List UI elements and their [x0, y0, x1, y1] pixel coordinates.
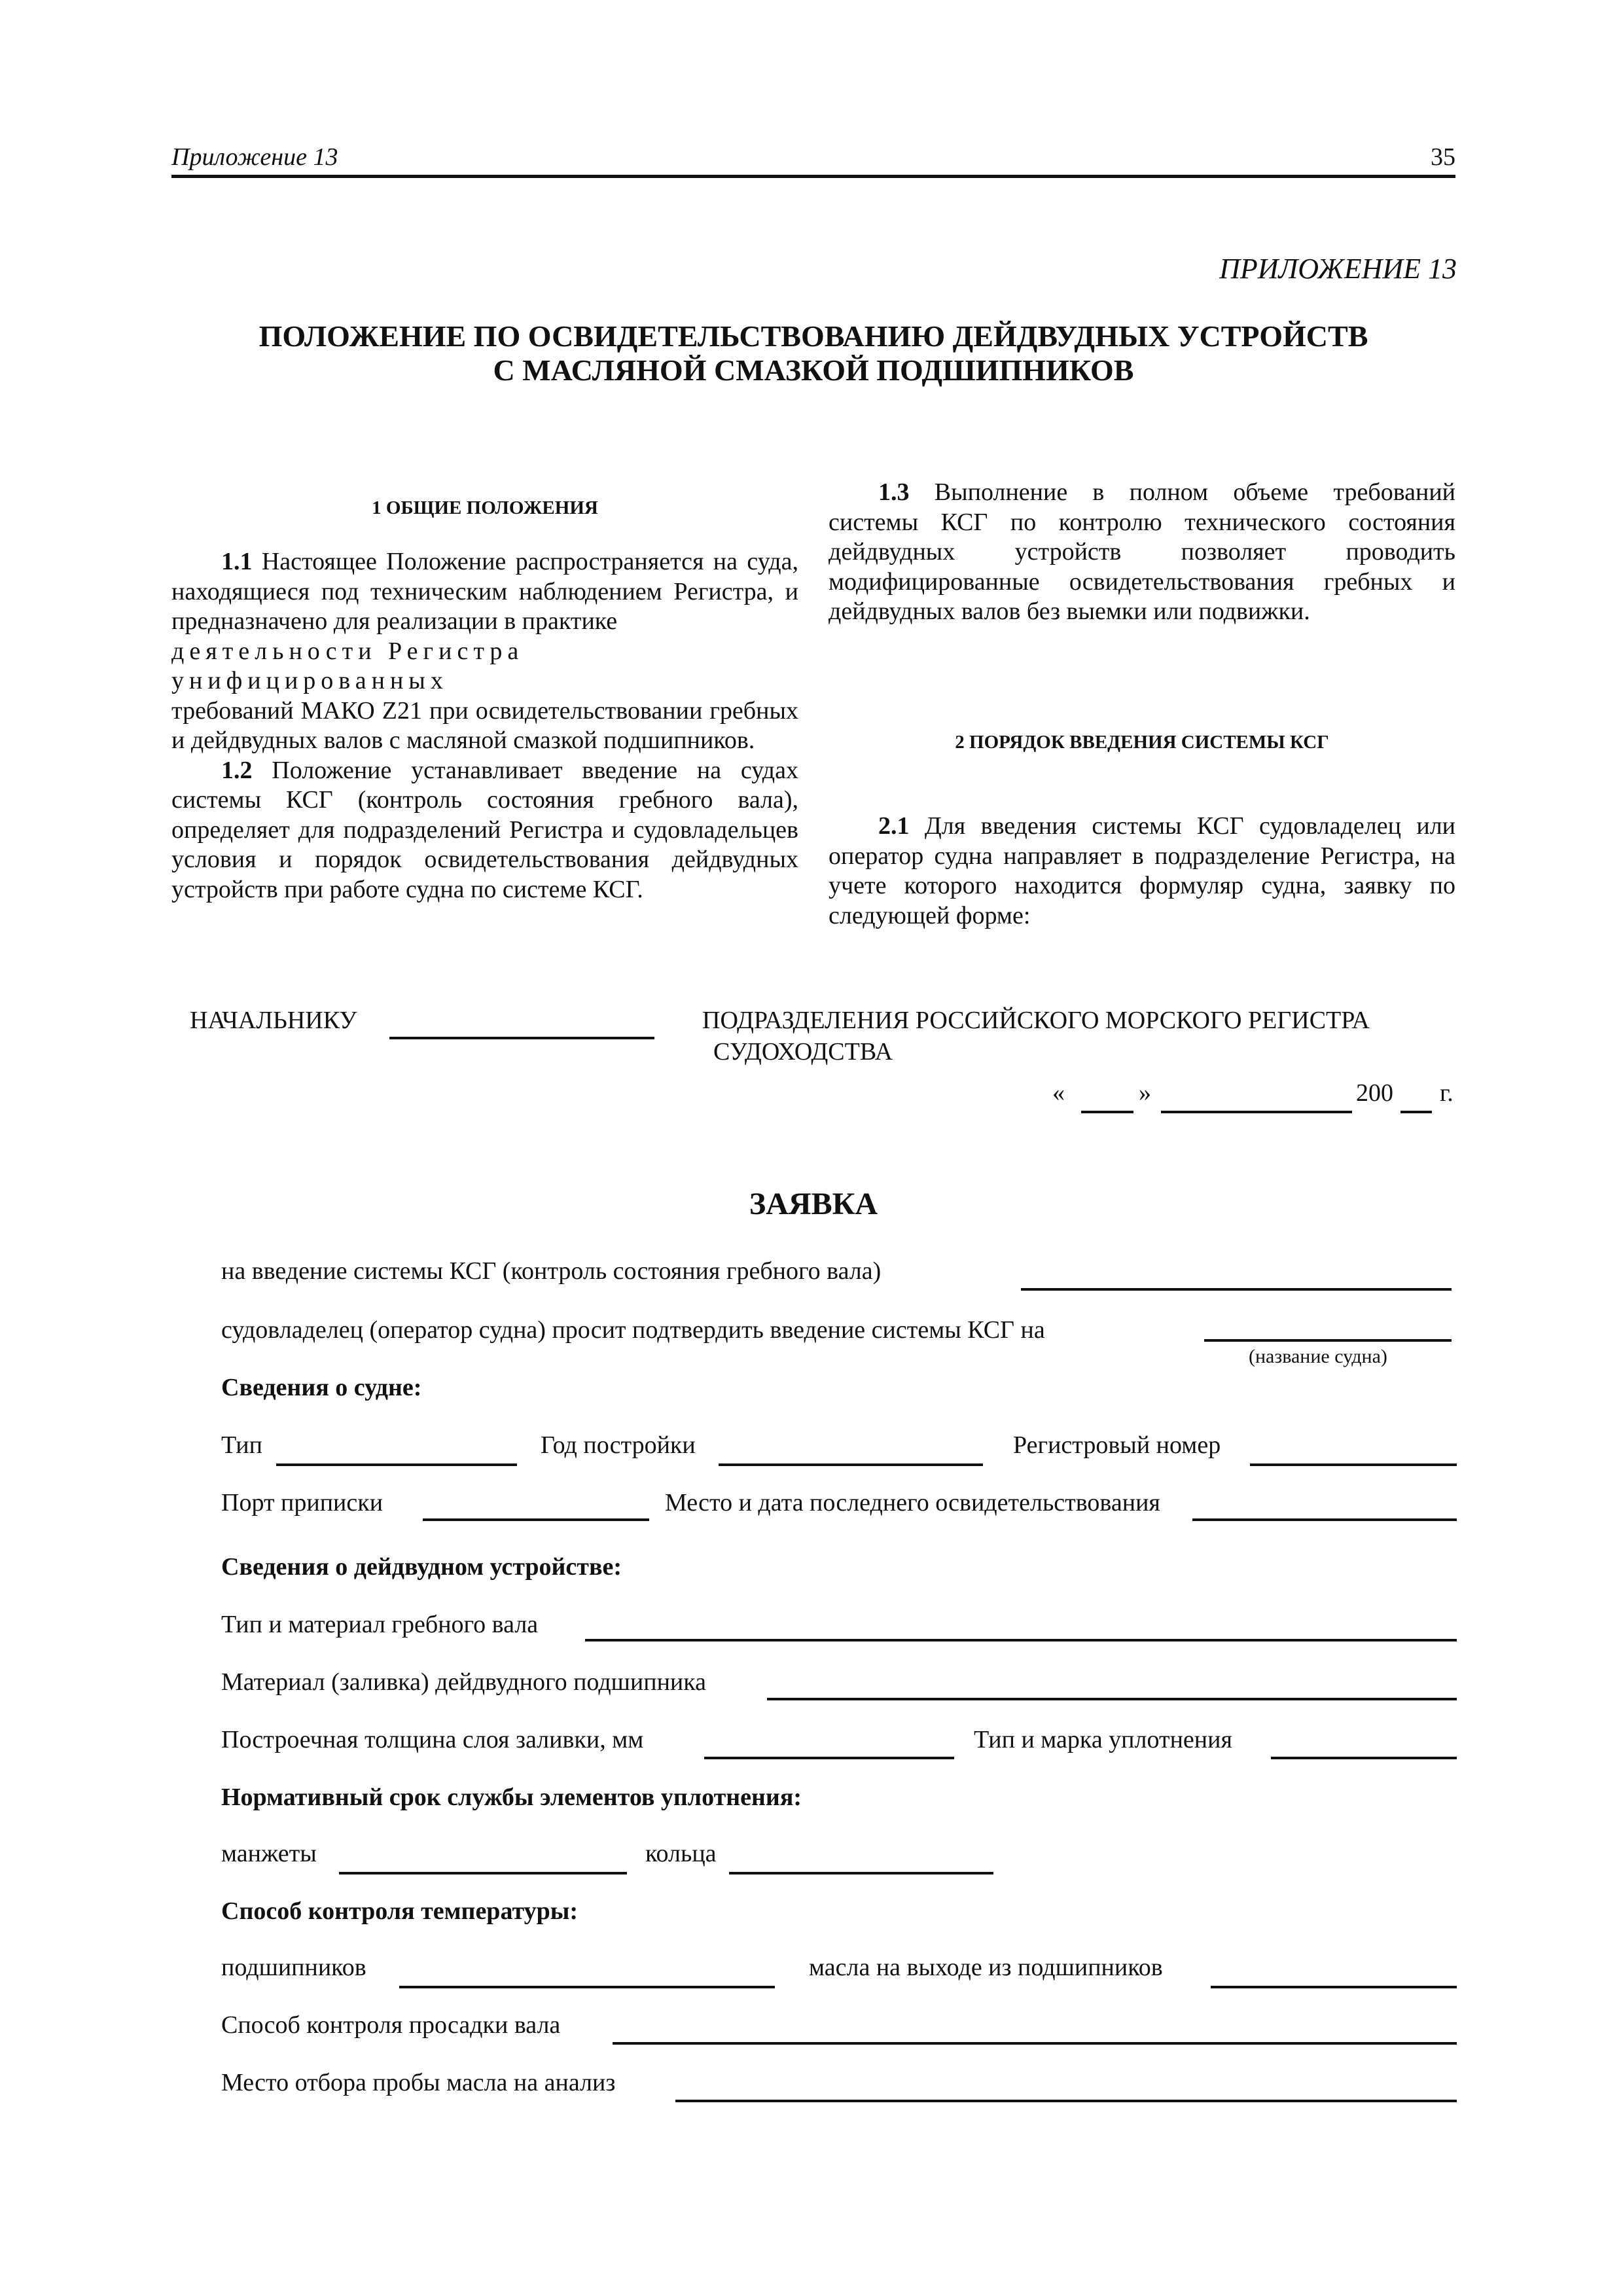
bearings-field[interactable]: [399, 1986, 775, 1988]
paragraph-1-1-text-a: Настоящее Положение распространяется на суда, находящиеся под техническим наблюдением Регистра, и предназначено для реализации в практике: [171, 548, 798, 635]
annex-label: ПРИЛОЖЕНИЕ 13: [1219, 253, 1457, 285]
document-title-line-1: ПОЛОЖЕНИЕ ПО ОСВИДЕТЕЛЬСТВОВАНИЮ ДЕЙДВУДНЫХ УСТРОЙСТВ: [259, 319, 1368, 353]
paragraph-1-1: [171, 547, 798, 637]
document-title: [171, 319, 1455, 387]
year-built-label: Год постройки: [541, 1431, 696, 1459]
date-year-field[interactable]: [1400, 1111, 1432, 1113]
page-number: 35: [1431, 143, 1455, 171]
shaft-type-label: Тип и материал гребного вала: [221, 1611, 539, 1638]
ship-name-caption: (название судна): [1249, 1346, 1387, 1367]
paragraph-1-2: [171, 756, 798, 905]
paragraph-1-3: [829, 478, 1455, 627]
header-rule: [171, 175, 1455, 178]
temp-control-heading: Способ контроля температуры:: [221, 1897, 579, 1925]
date-open-quote: «: [1052, 1079, 1065, 1107]
bearings-label: подшипников: [221, 1954, 366, 1981]
bearing-material-field[interactable]: [767, 1698, 1457, 1700]
oil-sample-label: Место отбора пробы масла на анализ: [221, 2069, 616, 2096]
left-column: [171, 547, 798, 905]
rings-label: кольца: [645, 1840, 717, 1867]
paragraph-2-1-number: 2.1: [878, 812, 910, 840]
paragraph-1-2-number: 1.2: [221, 756, 253, 784]
shaft-type-field[interactable]: [585, 1639, 1457, 1641]
year-prefix: 200: [1356, 1079, 1393, 1107]
intro-field[interactable]: [1021, 1288, 1452, 1291]
paragraph-1-1-spaced-line: деятельности Регистра унифицированных: [171, 637, 524, 694]
port-label: Порт приписки: [221, 1489, 383, 1516]
seal-life-heading: Нормативный срок службы элементов уплотнения:: [221, 1784, 802, 1811]
paragraph-2-1: [829, 812, 1455, 931]
date-close-quote: »: [1139, 1079, 1151, 1107]
ship-info-heading: Сведения о судне:: [221, 1374, 422, 1401]
shaft-sag-field[interactable]: [613, 2042, 1457, 2045]
sterntube-heading: Сведения о дейдвудном устройстве:: [221, 1553, 622, 1581]
intro-label: на введение системы КСГ (контроль состояния гребного вала): [221, 1257, 882, 1285]
reg-number-field[interactable]: [1250, 1463, 1457, 1466]
last-survey-label: Место и дата последнего освидетельствования: [665, 1489, 1160, 1516]
type-field[interactable]: [276, 1463, 517, 1466]
type-label: Тип: [221, 1431, 262, 1459]
reg-number-label: Регистровый номер: [1013, 1431, 1221, 1459]
paragraph-1-1-text-b: требований МАКО Z21 при освидетельствовании гребных и дейдвудных валов с масляной смазкой подшипников.: [171, 696, 798, 754]
addressee-label: НАЧАЛЬНИКУ: [190, 1007, 357, 1034]
last-survey-field[interactable]: [1192, 1518, 1457, 1521]
year-built-field[interactable]: [719, 1463, 983, 1466]
lining-thickness-label: Построечная толщина слоя заливки, мм: [221, 1726, 644, 1753]
date-day-field[interactable]: [1081, 1111, 1133, 1113]
section-2-heading: 2 ПОРЯДОК ВВЕДЕНИЯ СИСТЕМЫ КСГ: [955, 732, 1329, 753]
right-column: [829, 478, 1455, 627]
paragraph-1-1-number: 1.1: [221, 548, 253, 575]
bearing-material-label: Материал (заливка) дейдвудного подшипника: [221, 1668, 707, 1696]
cuffs-field[interactable]: [339, 1872, 627, 1874]
year-suffix: г.: [1440, 1079, 1454, 1107]
lining-thickness-field[interactable]: [704, 1757, 954, 1759]
cuffs-label: манжеты: [221, 1840, 317, 1867]
seal-type-label: Тип и марка уплотнения: [974, 1726, 1232, 1753]
organization-line-1: ПОДРАЗДЕЛЕНИЯ РОССИЙСКОГО МОРСКОГО РЕГИСТРА: [702, 1007, 1370, 1034]
paragraph-1-3-text: Выполнение в полном объеме требований системы КСГ по контролю технического состояния дейдвудных устройств позволяет проводить модифицированные освидетельствования гребных и дейдвудных валов без выемки или подвижки.: [829, 478, 1456, 625]
addressee-field[interactable]: [389, 1037, 654, 1039]
ship-name-field[interactable]: [1204, 1339, 1452, 1342]
oil-outlet-field[interactable]: [1211, 1986, 1457, 1988]
shaft-sag-label: Способ контроля просадки вала: [221, 2011, 561, 2039]
oil-sample-field[interactable]: [675, 2100, 1457, 2102]
form-title: ЗАЯВКА: [749, 1187, 878, 1221]
paragraph-1-3-number: 1.3: [878, 478, 910, 506]
section-1-heading: 1 ОБЩИЕ ПОЛОЖЕНИЯ: [372, 497, 598, 518]
oil-outlet-label: масла на выходе из подшипников: [809, 1954, 1163, 1981]
request-label: судовладелец (оператор судна) просит подтвердить введение системы КСГ на: [221, 1316, 1045, 1344]
port-field[interactable]: [423, 1518, 649, 1521]
rings-field[interactable]: [729, 1872, 993, 1874]
organization-line-2: СУДОХОДСТВА: [713, 1038, 893, 1066]
date-month-field[interactable]: [1161, 1111, 1352, 1113]
running-title: Приложение 13: [171, 143, 338, 171]
paragraph-1-2-text: Положение устанавливает введение на судах системы КСГ (контроль состояния гребного вала), определяет для подразделений Регистра и судовладельцев условия и порядок освидетельствования дейдвудных устройств при работе судна по системе КСГ.: [171, 756, 799, 903]
paragraph-2-1-text: Для введения системы КСГ судовладелец или оператор судна направляет в подразделение Регистра, на учете которого находится формуляр судна, заявку по следующей форме:: [829, 812, 1455, 929]
seal-type-field[interactable]: [1271, 1757, 1457, 1759]
document-title-line-2: С МАСЛЯНОЙ СМАЗКОЙ ПОДШИПНИКОВ: [493, 353, 1134, 387]
